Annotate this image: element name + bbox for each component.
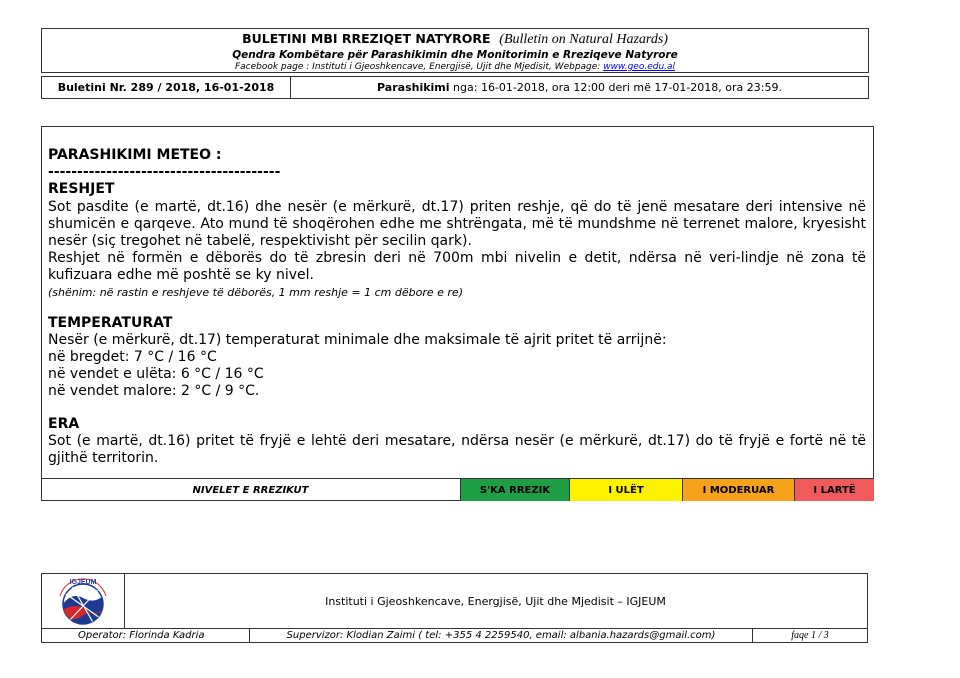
forecast-box	[41, 126, 874, 501]
bulletin-title	[42, 31, 868, 48]
info-bar	[41, 76, 869, 99]
title-separator: ----------------------------------------	[48, 164, 281, 181]
footer-row	[42, 628, 867, 642]
precip-heading: RESHJET	[48, 181, 115, 198]
center-name: Qendra Kombëtare për Parashikimin dhe Monitorimin e Rreziqeve Natyrore	[232, 49, 678, 61]
temp-intro: Nesër (e mërkurë, dt.17) temperaturat minimale dhe maksimale të ajrit pritet të arrijnë:	[48, 331, 667, 348]
supervisor: Supervizor: Klodian Zaimi ( tel: +355 4 2259540, email: albania.hazards@gmail.com)	[250, 629, 753, 642]
forecast-period: nga: 16-01-2018, ora 12:00 deri më 17-01-2018, ora 23:59.	[453, 81, 782, 94]
risk-legend	[41, 478, 874, 501]
contact-line	[42, 62, 868, 72]
facebook-text: Facebook page : Instituti i Gjeoshkencave, Energjisë, Ujit dhe Mjedisit, Webpage:	[234, 62, 604, 72]
bulletin-footer	[41, 573, 868, 643]
title-text: BULETINI MBI RREZIQET NATYRORE	[242, 31, 491, 46]
logo-text: IGJEUM	[69, 579, 97, 586]
wind-heading: ERA	[48, 415, 80, 432]
igjeum-logo	[42, 574, 125, 628]
operator: Operator: Florinda Kadria	[42, 629, 250, 642]
level-moderate: I MODERUAR	[682, 479, 794, 501]
bulletin-number: Buletini Nr. 289 / 2018, 16-01-2018	[42, 77, 291, 98]
temp-lowlands: në vendet e ulëta: 6 °C / 16 °C	[48, 366, 264, 383]
legend-label: NIVELET E RREZIKUT	[192, 484, 309, 496]
wind-text: Sot (e martë, dt.16) pritet të fryjë e lehtë deri mesatare, ndërsa nesër (e mërkurë, dt.17) do të fryjë e fortë në të gjithë territorin.	[48, 432, 866, 467]
level-high: I LARTË	[794, 479, 874, 501]
title-english: (Bulletin on Natural Hazards)	[499, 32, 668, 47]
forecast-label: Parashikimi	[377, 81, 450, 94]
forecast-title: PARASHIKIMI METEO :	[48, 147, 222, 163]
temp-mountains: në vendet malore: 2 °C / 9 °C.	[48, 383, 260, 400]
forecast-content	[48, 147, 866, 467]
temp-heading: TEMPERATURAT	[48, 314, 173, 331]
precip-paragraph-2: Reshjet në formën e dëborës do të zbresin deri në 700m mbi nivelin e detit, ndërsa në veri-lindje në zona të kufizuara edhe më poshtë se ky nivel.	[48, 250, 866, 284]
website-link[interactable]: www.geo.edu.al	[603, 62, 676, 72]
precip-note: (shënim: në rastin e reshjeve të dëborës, 1 mm reshje = 1 cm dëbore e re)	[48, 285, 463, 299]
page-number: faqe 1 / 3	[791, 630, 829, 641]
institute-name: Instituti i Gjeoshkencave, Energjisë, Ujit dhe Mjedisit – IGJEUM	[325, 594, 666, 608]
bulletin-header	[41, 28, 869, 73]
forecast-period-cell	[291, 77, 868, 98]
temp-coast: në bregdet: 7 °C / 16 °C	[48, 349, 217, 366]
level-low: I ULËT	[569, 479, 682, 501]
precip-paragraph-1: Sot pasdite (e martë, dt.16) dhe nesër (e mërkurë, dt.17) priten reshje, që do të jenë mesatare deri intensive në shumicën e qarqeve. Ato mund të shoqërohen edhe me shtrëngata, më të mundshme në terrenet malore, kryesisht nesër (siç tregohet në tabelë, respektivisht për secilin qark).	[48, 198, 866, 250]
globe-icon	[42, 574, 124, 628]
level-no-risk: S'KA RREZIK	[460, 479, 569, 501]
